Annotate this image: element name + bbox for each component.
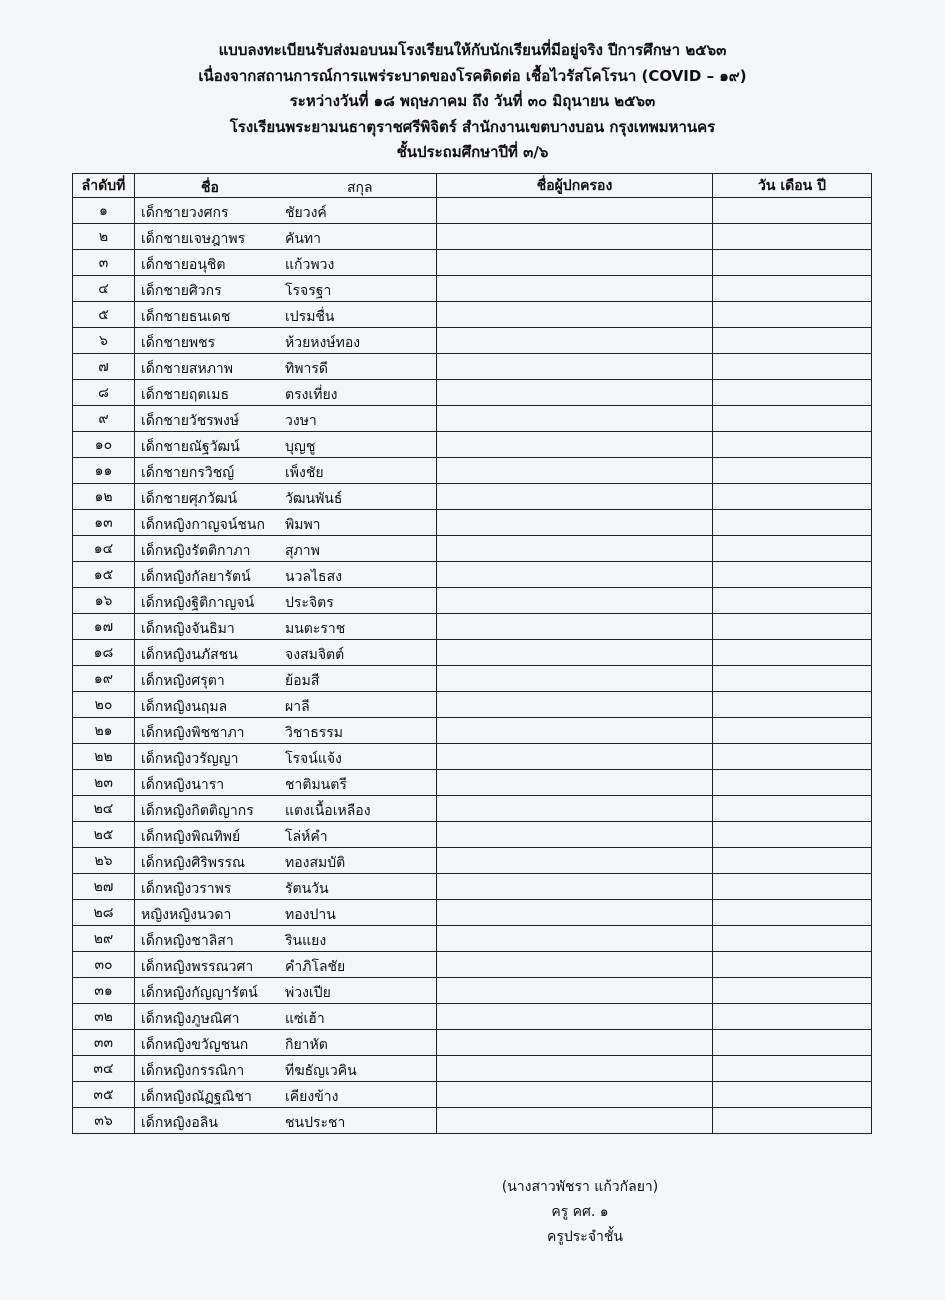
student-name-cell <box>135 666 437 692</box>
student-last-name: นวลไธสง <box>285 569 342 585</box>
guardian-cell <box>437 666 713 692</box>
guardian-cell <box>437 614 713 640</box>
date-cell <box>713 770 872 796</box>
table-row <box>73 640 872 666</box>
row-number: ๑๑ <box>73 458 135 484</box>
date-cell <box>713 1004 872 1030</box>
guardian-cell <box>437 380 713 406</box>
date-cell <box>713 926 872 952</box>
student-first-name: เด็กหญิงจันธิมา <box>141 621 235 637</box>
table-row <box>73 770 872 796</box>
student-last-name: รัตนวัน <box>285 881 329 897</box>
row-number: ๙ <box>73 406 135 432</box>
table-row <box>73 510 872 536</box>
row-number: ๓๑ <box>73 978 135 1004</box>
student-first-name: หญิงหญิงนวดา <box>141 907 232 923</box>
guardian-cell <box>437 406 713 432</box>
header-class: ชั้นประถมศึกษาปีที่ ๓/๖ <box>396 143 549 161</box>
table-header-row <box>73 174 872 198</box>
table-row <box>73 952 872 978</box>
student-name-cell <box>135 302 437 328</box>
date-cell <box>713 900 872 926</box>
col-header-date: วัน เดือน ปี <box>713 174 872 198</box>
student-last-name: ทองสมบัติ <box>285 855 346 871</box>
table-row <box>73 796 872 822</box>
row-number: ๑๓ <box>73 510 135 536</box>
date-cell <box>713 718 872 744</box>
col-header-last: สกุล <box>347 180 373 196</box>
student-first-name: เด็กหญิงอลิน <box>141 1115 218 1131</box>
guardian-cell <box>437 1108 713 1134</box>
student-first-name: เด็กชายฤตเมธ <box>141 387 230 403</box>
date-cell <box>713 328 872 354</box>
student-last-name: แตงเนื้อเหลือง <box>285 803 371 819</box>
table-row <box>73 250 872 276</box>
table-row <box>73 588 872 614</box>
signature-block <box>470 1175 690 1250</box>
guardian-cell <box>437 198 713 224</box>
student-last-name: แก้วพวง <box>285 257 335 273</box>
student-last-name: มนตะราช <box>285 621 346 637</box>
header-school: โรงเรียนพระยามนธาตุราชศรีพิจิตร์ สำนักงานเขตบางบอน กรุงเทพมหานคร <box>229 117 716 136</box>
col-header-first: ชื่อ <box>201 180 219 196</box>
row-number: ๗ <box>73 354 135 380</box>
student-name-cell <box>135 978 437 1004</box>
student-first-name: เด็กชายศุภวัฒน์ <box>141 491 238 507</box>
row-number: ๒๑ <box>73 718 135 744</box>
date-cell <box>713 952 872 978</box>
table-row <box>73 484 872 510</box>
table-row <box>73 718 872 744</box>
student-name-cell <box>135 484 437 510</box>
guardian-cell <box>437 640 713 666</box>
student-first-name: เด็กหญิงวรัญญา <box>141 751 239 767</box>
row-number: ๒๒ <box>73 744 135 770</box>
table-row <box>73 848 872 874</box>
guardian-cell <box>437 796 713 822</box>
table-row <box>73 822 872 848</box>
table-row <box>73 458 872 484</box>
signature-role: ครูประจำชั้น <box>547 1229 623 1245</box>
student-last-name: คำภิโลชัย <box>285 959 346 975</box>
student-last-name: เพ็งชัย <box>285 465 324 481</box>
student-first-name: เด็กหญิงณัฏฐณิชา <box>141 1089 252 1105</box>
student-name-cell <box>135 1082 437 1108</box>
guardian-cell <box>437 562 713 588</box>
student-name-cell <box>135 744 437 770</box>
date-cell <box>713 692 872 718</box>
student-name-cell <box>135 588 437 614</box>
student-last-name: บุญชู <box>285 439 316 455</box>
student-name-cell <box>135 770 437 796</box>
date-cell <box>713 978 872 1004</box>
table-row <box>73 536 872 562</box>
row-number: ๒๘ <box>73 900 135 926</box>
student-last-name: กิยาหัต <box>285 1037 328 1053</box>
row-number: ๒๖ <box>73 848 135 874</box>
student-last-name: ผาลี <box>285 699 310 715</box>
student-first-name: เด็กชายธนเดช <box>141 309 231 325</box>
row-number: ๓๔ <box>73 1056 135 1082</box>
student-last-name: วิชาธรรม <box>285 725 344 741</box>
student-name-cell <box>135 328 437 354</box>
student-name-cell <box>135 562 437 588</box>
student-name-cell <box>135 900 437 926</box>
date-cell <box>713 562 872 588</box>
row-number: ๓๐ <box>73 952 135 978</box>
student-name-cell <box>135 1056 437 1082</box>
row-number: ๑๔ <box>73 536 135 562</box>
student-first-name: เด็กชายพชร <box>141 335 216 351</box>
date-cell <box>713 406 872 432</box>
student-first-name: เด็กหญิงกัญญารัตน์ <box>141 985 258 1001</box>
student-first-name: เด็กหญิงกาญจน์ชนก <box>141 517 265 533</box>
student-last-name: ห้วยหงษ์ทอง <box>285 335 361 351</box>
table-row <box>73 978 872 1004</box>
student-first-name: เด็กหญิงพรรณวศา <box>141 959 254 975</box>
table-row <box>73 562 872 588</box>
student-last-name: พิมพา <box>285 517 321 533</box>
student-name-cell <box>135 250 437 276</box>
student-first-name: เด็กหญิงนภัสชน <box>141 647 238 663</box>
student-first-name: เด็กหญิงขวัญชนก <box>141 1037 249 1053</box>
student-name-cell <box>135 952 437 978</box>
date-cell <box>713 848 872 874</box>
date-cell <box>713 484 872 510</box>
date-cell <box>713 380 872 406</box>
date-cell <box>713 796 872 822</box>
table-row <box>73 198 872 224</box>
student-last-name: โรจน์แจ้ง <box>285 751 342 767</box>
date-cell <box>713 302 872 328</box>
student-name-cell <box>135 796 437 822</box>
header-date-range: ระหว่างวันที่ ๑๘ พฤษภาคม ถึง วันที่ ๓๐ มิถุนายน ๒๕๖๓ <box>289 92 656 110</box>
row-number: ๓๒ <box>73 1004 135 1030</box>
student-name-cell <box>135 718 437 744</box>
table-row <box>73 692 872 718</box>
table-row <box>73 666 872 692</box>
student-last-name: โล่ห์คำ <box>285 829 328 845</box>
student-first-name: เด็กหญิงนฤมล <box>141 699 228 715</box>
header-subtitle: เนื่องจากสถานการณ์การแพร่ระบาดของโรคติดต่อ เชื้อไวรัสโคโรนา (COVID – ๑๙) <box>198 66 747 85</box>
row-number: ๒๔ <box>73 796 135 822</box>
student-name-cell <box>135 822 437 848</box>
date-cell <box>713 666 872 692</box>
table-row <box>73 432 872 458</box>
row-number: ๑๘ <box>73 640 135 666</box>
row-number: ๔ <box>73 276 135 302</box>
student-name-cell <box>135 510 437 536</box>
table-row <box>73 380 872 406</box>
student-last-name: โรจรฐา <box>285 283 332 299</box>
table-row <box>73 1056 872 1082</box>
student-last-name: สุภาพ <box>285 543 320 559</box>
col-header-guardian: ชื่อผู้ปกครอง <box>437 174 713 198</box>
table-row <box>73 1108 872 1134</box>
student-name-cell <box>135 224 437 250</box>
guardian-cell <box>437 1056 713 1082</box>
student-first-name: เด็กหญิงภูษณิศา <box>141 1011 240 1027</box>
table-row <box>73 900 872 926</box>
date-cell <box>713 822 872 848</box>
student-first-name: เด็กชายวัชรพงษ์ <box>141 413 240 429</box>
table-row <box>73 874 872 900</box>
student-first-name: เด็กหญิงกรรณิกา <box>141 1063 245 1079</box>
row-number: ๒๙ <box>73 926 135 952</box>
date-cell <box>713 510 872 536</box>
row-number: ๒๕ <box>73 822 135 848</box>
date-cell <box>713 640 872 666</box>
student-first-name: เด็กหญิงศิริพรรณ <box>141 855 246 871</box>
row-number: ๓๓ <box>73 1030 135 1056</box>
student-first-name: เด็กชายณัฐวัฒน์ <box>141 439 240 455</box>
guardian-cell <box>437 458 713 484</box>
roster-table <box>72 173 872 1134</box>
date-cell <box>713 614 872 640</box>
guardian-cell <box>437 1004 713 1030</box>
guardian-cell <box>437 848 713 874</box>
table-row <box>73 744 872 770</box>
guardian-cell <box>437 484 713 510</box>
student-last-name: วงษา <box>285 413 317 429</box>
student-name-cell <box>135 640 437 666</box>
guardian-cell <box>437 354 713 380</box>
student-name-cell <box>135 432 437 458</box>
date-cell <box>713 588 872 614</box>
student-name-cell <box>135 1004 437 1030</box>
student-first-name: เด็กชายกรวิชญ์ <box>141 465 235 481</box>
guardian-cell <box>437 926 713 952</box>
table-row <box>73 276 872 302</box>
signature-position: ครู คศ. ๑ <box>551 1204 609 1220</box>
row-number: ๒๗ <box>73 874 135 900</box>
date-cell <box>713 250 872 276</box>
date-cell <box>713 354 872 380</box>
row-number: ๓ <box>73 250 135 276</box>
student-name-cell <box>135 692 437 718</box>
student-last-name: ตรงเที่ยง <box>285 387 338 403</box>
table-row <box>73 614 872 640</box>
student-last-name: ประจิตร <box>285 595 334 611</box>
student-name-cell <box>135 874 437 900</box>
student-first-name: เด็กชายวงศกร <box>141 205 229 221</box>
date-cell <box>713 1056 872 1082</box>
student-name-cell <box>135 614 437 640</box>
guardian-cell <box>437 978 713 1004</box>
row-number: ๒๓ <box>73 770 135 796</box>
date-cell <box>713 1108 872 1134</box>
student-last-name: ทิพารดี <box>285 361 328 377</box>
table-row <box>73 302 872 328</box>
student-first-name: เด็กชายศิวกร <box>141 283 222 299</box>
student-first-name: เด็กชายอนุชิต <box>141 257 226 273</box>
row-number: ๕ <box>73 302 135 328</box>
row-number: ๖ <box>73 328 135 354</box>
table-row <box>73 1004 872 1030</box>
student-last-name: คันทา <box>285 231 322 247</box>
guardian-cell <box>437 770 713 796</box>
student-name-cell <box>135 848 437 874</box>
student-last-name: พ่วงเปีย <box>285 985 331 1001</box>
guardian-cell <box>437 900 713 926</box>
row-number: ๑๕ <box>73 562 135 588</box>
student-last-name: เคียงข้าง <box>285 1089 339 1105</box>
row-number: ๓๖ <box>73 1108 135 1134</box>
table-row <box>73 1030 872 1056</box>
row-number: ๑๙ <box>73 666 135 692</box>
student-last-name: ทีฆธัญเวคิน <box>285 1063 357 1079</box>
row-number: ๓๕ <box>73 1082 135 1108</box>
student-first-name: เด็กหญิงพิณทิพย์ <box>141 829 241 845</box>
student-name-cell <box>135 536 437 562</box>
student-first-name: เด็กหญิงศรุตา <box>141 673 225 689</box>
student-last-name: แซ่เฮ้า <box>285 1011 325 1027</box>
student-name-cell <box>135 1030 437 1056</box>
signature-name: (นางสาวพัชรา แก้วกัลยา) <box>501 1179 659 1195</box>
col-header-no: ลำดับที่ <box>73 174 135 198</box>
table-row <box>73 1082 872 1108</box>
guardian-cell <box>437 328 713 354</box>
student-name-cell <box>135 276 437 302</box>
guardian-cell <box>437 432 713 458</box>
student-name-cell <box>135 380 437 406</box>
date-cell <box>713 1082 872 1108</box>
date-cell <box>713 536 872 562</box>
student-last-name: รินแยง <box>285 933 327 949</box>
row-number: ๒๐ <box>73 692 135 718</box>
table-row <box>73 926 872 952</box>
student-first-name: เด็กหญิงกัลยารัตน์ <box>141 569 251 585</box>
guardian-cell <box>437 952 713 978</box>
student-last-name: จงสมจิตต์ <box>285 647 345 663</box>
student-first-name: เด็กหญิงวราพร <box>141 881 232 897</box>
student-last-name: ย้อมสี <box>285 673 320 689</box>
row-number: ๑ <box>73 198 135 224</box>
guardian-cell <box>437 250 713 276</box>
student-first-name: เด็กชายเจษฎาพร <box>141 231 246 247</box>
guardian-cell <box>437 822 713 848</box>
row-number: ๑๒ <box>73 484 135 510</box>
guardian-cell <box>437 1082 713 1108</box>
date-cell <box>713 458 872 484</box>
guardian-cell <box>437 744 713 770</box>
student-last-name: ชนประชา <box>285 1115 346 1131</box>
date-cell <box>713 1030 872 1056</box>
guardian-cell <box>437 874 713 900</box>
student-last-name: ชาติมนตรี <box>285 777 347 793</box>
student-name-cell <box>135 354 437 380</box>
table-row <box>73 328 872 354</box>
row-number: ๘ <box>73 380 135 406</box>
student-name-cell <box>135 198 437 224</box>
header-title: แบบลงทะเบียนรับส่งมอบนมโรงเรียนให้กับนักเรียนที่มีอยู่จริง ปีการศึกษา ๒๕๖๓ <box>218 41 727 59</box>
guardian-cell <box>437 692 713 718</box>
date-cell <box>713 432 872 458</box>
student-first-name: เด็กหญิงนารา <box>141 777 225 793</box>
student-name-cell <box>135 1108 437 1134</box>
guardian-cell <box>437 536 713 562</box>
guardian-cell <box>437 302 713 328</box>
col-header-name <box>135 174 437 198</box>
date-cell <box>713 874 872 900</box>
guardian-cell <box>437 1030 713 1056</box>
student-first-name: เด็กหญิงฐิติกาญจน์ <box>141 595 255 611</box>
student-first-name: เด็กชายสหภาพ <box>141 361 234 377</box>
guardian-cell <box>437 718 713 744</box>
document-header <box>0 38 945 166</box>
date-cell <box>713 276 872 302</box>
table-row <box>73 354 872 380</box>
guardian-cell <box>437 224 713 250</box>
table-row <box>73 224 872 250</box>
date-cell <box>713 224 872 250</box>
student-name-cell <box>135 406 437 432</box>
guardian-cell <box>437 588 713 614</box>
student-last-name: ชัยวงค์ <box>285 205 327 221</box>
table-row <box>73 406 872 432</box>
guardian-cell <box>437 276 713 302</box>
date-cell <box>713 744 872 770</box>
student-first-name: เด็กหญิงพิชชาภา <box>141 725 245 741</box>
student-last-name: วัฒนพันธ์ <box>285 491 343 507</box>
student-first-name: เด็กหญิงชาลิสา <box>141 933 234 949</box>
row-number: ๑๗ <box>73 614 135 640</box>
student-name-cell <box>135 458 437 484</box>
student-first-name: เด็กหญิงกิตติญากร <box>141 803 254 819</box>
row-number: ๒ <box>73 224 135 250</box>
student-first-name: เด็กหญิงรัตติกาภา <box>141 543 251 559</box>
date-cell <box>713 198 872 224</box>
student-last-name: เปรมชื่น <box>285 309 335 325</box>
row-number: ๑๖ <box>73 588 135 614</box>
student-last-name: ทองปาน <box>285 907 336 923</box>
guardian-cell <box>437 510 713 536</box>
student-name-cell <box>135 926 437 952</box>
row-number: ๑๐ <box>73 432 135 458</box>
roster-body <box>73 198 872 1134</box>
